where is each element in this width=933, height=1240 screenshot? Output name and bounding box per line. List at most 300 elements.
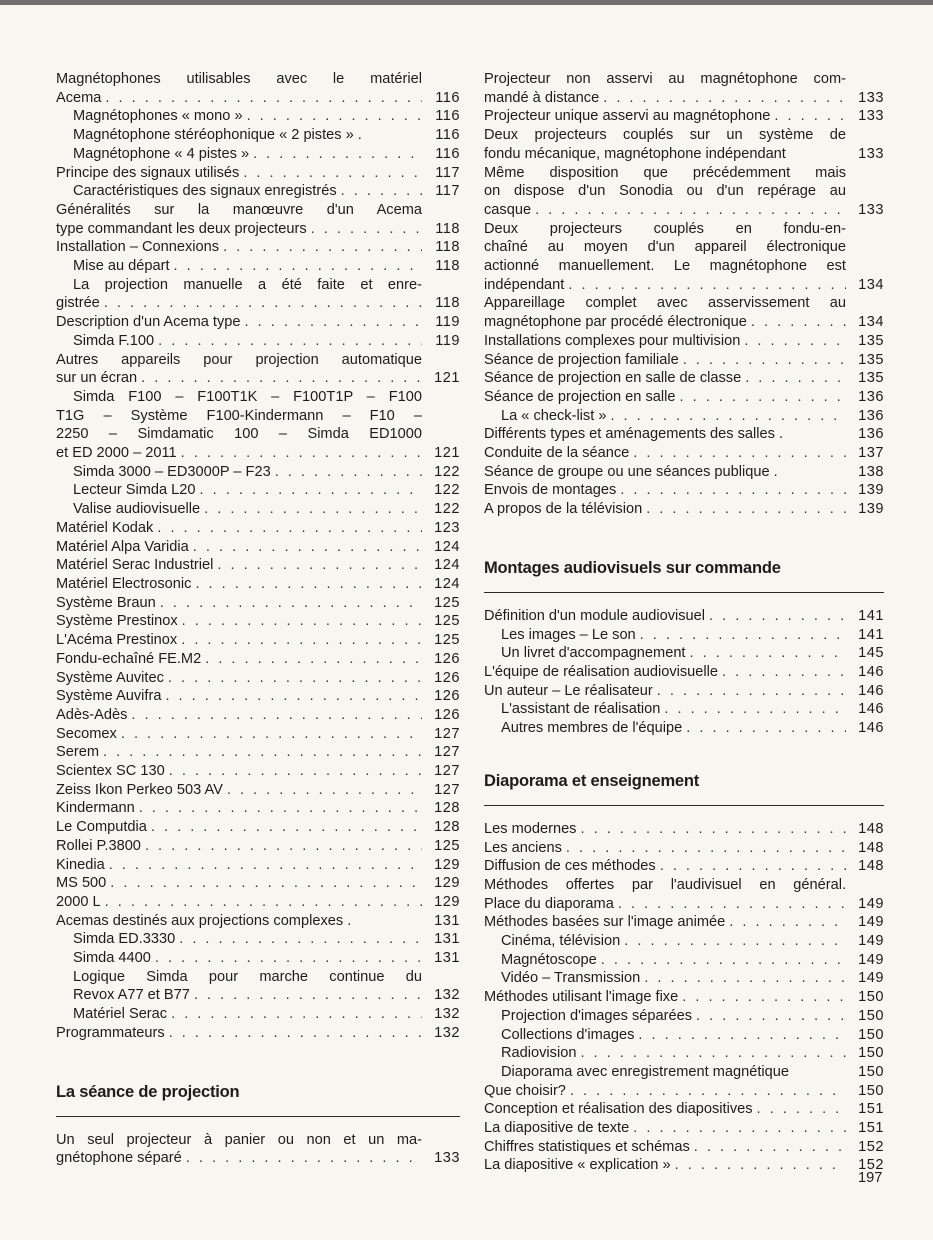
toc-entry-label: Simda F.100 (73, 332, 155, 349)
toc-page-number: 131 (434, 931, 460, 948)
leader-dots (171, 1005, 422, 1024)
toc-entry (56, 463, 460, 482)
toc-entry-label: L'Acéma Prestinox (56, 632, 178, 649)
toc-page-number: 125 (434, 837, 460, 854)
toc-entry-label: Matériel Kodak (56, 519, 154, 536)
toc-entry-label: Système Braun (56, 594, 156, 611)
toc-entry-line: Autres appareils pour projection automatique (56, 351, 422, 368)
toc-entry (484, 294, 884, 331)
toc-entry-label: Séance de projection en salle de classe (484, 370, 742, 387)
toc-entry-label: Matériel Serac Industriel (56, 557, 214, 574)
toc-entry-label: Les modernes (484, 820, 577, 837)
toc-entry (484, 1100, 884, 1119)
leader-dots (610, 407, 846, 426)
leader-dots (664, 700, 846, 719)
toc-entry (56, 332, 460, 351)
toc-page-number: 118 (435, 220, 460, 237)
leader-dots (217, 556, 422, 575)
toc-entry-label: La diapositive « explication » (484, 1157, 671, 1174)
leader-dots (103, 743, 422, 762)
leader-dots (568, 276, 846, 295)
toc-entry (56, 556, 460, 575)
leader-dots (186, 1149, 422, 1168)
toc-entry-label: Projecteur unique asservi au magnétophone (484, 108, 771, 125)
toc-page-number: 122 (434, 482, 460, 499)
toc-entry (484, 1044, 884, 1063)
toc-page-number: 129 (434, 875, 460, 892)
toc-page-number: 124 (434, 538, 460, 555)
toc-entry (56, 612, 460, 631)
leader-dots (722, 663, 846, 682)
toc-page-number: 123 (434, 519, 460, 536)
toc-entry (56, 650, 460, 669)
section-title-seance: La séance de projection (56, 1082, 240, 1101)
leader-dots (757, 1100, 846, 1119)
section-title-diaporama: Diaporama et enseignement (484, 771, 700, 790)
toc-page-number: 136 (858, 388, 884, 405)
toc-page-number: 125 (434, 594, 460, 611)
toc-page-number: 139 (858, 482, 884, 499)
leader-dots (104, 294, 422, 313)
toc-entry (56, 930, 460, 949)
toc-entry-label: Système Auvifra (56, 688, 162, 705)
toc-page-number: 149 (858, 970, 884, 987)
toc-page-number: 149 (858, 951, 884, 968)
leader-dots (311, 220, 422, 239)
toc-entry-label: Matériel Electrosonic (56, 575, 192, 592)
toc-page-number: 149 (858, 895, 884, 912)
toc-entry-line: Deux projecteurs couplés sur un système de (484, 127, 846, 144)
leader-dots (618, 895, 846, 914)
toc-entry (56, 145, 460, 164)
toc-page-number: 150 (858, 1007, 884, 1024)
toc-page-number: 145 (858, 645, 884, 662)
toc-page-number: 141 (858, 607, 884, 624)
toc-entry (56, 1005, 460, 1024)
toc-entry (56, 575, 460, 594)
toc-entry (56, 781, 460, 800)
leader-dots (247, 107, 422, 126)
leader-dots (165, 687, 422, 706)
leader-dots (182, 612, 422, 631)
leader-dots (644, 969, 846, 988)
toc-entry (484, 932, 884, 951)
leader-dots (193, 538, 422, 557)
leader-dots (204, 500, 422, 519)
toc-entry (56, 313, 460, 332)
toc-entry-line: Appareillage complet avec asservissement au (484, 295, 846, 312)
leader-dots (131, 706, 422, 725)
toc-entry (56, 818, 460, 837)
leader-dots (682, 988, 846, 1007)
toc-entry (484, 1138, 884, 1157)
toc-page-number: 126 (434, 650, 460, 667)
leader-dots (696, 1007, 846, 1026)
toc-entry-label: Acema (56, 89, 102, 106)
toc-page-number: 133 (858, 108, 884, 125)
toc-entry-label: Description d'un Acema type (56, 314, 241, 331)
toc-entry (56, 799, 460, 818)
leader-dots (105, 89, 422, 108)
leader-dots (194, 986, 422, 1005)
toc-entry (484, 70, 884, 107)
leader-dots (253, 145, 422, 164)
toc-entry-line: Simda F100 – F100T1K – F100T1P – F100 (73, 388, 422, 405)
toc-page-number: 133 (434, 1150, 460, 1167)
toc-entry-label: Lecteur Simda L20 (73, 482, 196, 499)
toc-entry-label: Les images – Le son (501, 626, 636, 643)
toc-entry (56, 70, 460, 107)
toc-entry-label: Radiovision (501, 1045, 577, 1062)
toc-entry (56, 1024, 460, 1043)
toc-page-number: 146 (858, 682, 884, 699)
leader-dots (179, 930, 422, 949)
toc-entry (484, 1119, 884, 1138)
leader-dots (633, 444, 846, 463)
toc-entry-label: gnétophone séparé (56, 1150, 182, 1167)
toc-entry-line: Logique Simda pour marche continue du (73, 968, 422, 985)
toc-entry-label: Matériel Alpa Varidia (56, 538, 189, 555)
toc-page-number: 132 (434, 1006, 460, 1023)
toc-entry-label: Simda 4400 (73, 950, 151, 967)
toc-entry-label: Définition d'un module audiovisuel (484, 607, 706, 624)
toc-entry (484, 876, 884, 913)
toc-entry (484, 164, 884, 220)
toc-page-number: 150 (858, 1063, 884, 1080)
toc-entry-line: on dispose d'un Sonodia ou d'un repérage au (484, 183, 846, 200)
leader-dots (151, 818, 422, 837)
toc-entry (56, 126, 460, 145)
toc-entry (484, 444, 884, 463)
toc-entry-label: Les anciens (484, 839, 562, 856)
toc-entry-label: Conception et réalisation des diapositives (484, 1101, 753, 1118)
toc-page-number: 150 (858, 1082, 884, 1099)
toc-entry-label: Revox A77 et B77 (73, 987, 190, 1004)
leader-dots (223, 238, 422, 257)
leader-dots (690, 644, 847, 663)
toc-page-number: 146 (858, 663, 884, 680)
toc-entry (484, 1007, 884, 1026)
section-rule (56, 1116, 460, 1117)
toc-entry-label: L'équipe de réalisation audiovisuelle (484, 663, 719, 680)
toc-entry (56, 968, 460, 1005)
leader-dots (200, 481, 422, 500)
toc-entry-label: Un auteur – Le réalisateur (484, 682, 653, 699)
toc-entry (484, 951, 884, 970)
toc-entry (56, 182, 460, 201)
toc-entry (56, 725, 460, 744)
toc-entry-label: Rollei P.3800 (56, 837, 141, 854)
leader-dots (174, 257, 422, 276)
leader-dots (679, 388, 846, 407)
toc-entry-label: fondu mécanique, magnétophone indépendant (484, 145, 786, 162)
toc-entry-label: Projection d'images séparées (501, 1007, 692, 1024)
toc-entry-label: Serem (56, 744, 99, 761)
toc-entry (484, 700, 884, 719)
toc-entry (56, 594, 460, 613)
toc-page-number: 127 (434, 744, 460, 761)
section-rule (484, 592, 884, 593)
toc-entry-label: Conduite de la séance (484, 445, 630, 462)
toc-left-entries (56, 70, 460, 1043)
toc-entry (56, 949, 460, 968)
toc-entry-label: Simda ED.3330 (73, 931, 176, 948)
toc-page-number: 132 (434, 1024, 460, 1041)
toc-entry-label: Mise au départ (73, 258, 170, 275)
toc-entry-label: Collections d'images (501, 1026, 635, 1043)
leader-dots (646, 500, 846, 519)
toc-entry-label: Zeiss Ikon Perkeo 503 AV (56, 781, 223, 798)
toc-entry (56, 538, 460, 557)
toc-page-number: 137 (858, 445, 884, 462)
toc-page-number: 125 (434, 613, 460, 630)
toc-entry-label: Principe des signaux utilisés (56, 164, 240, 181)
toc-entry-label: Installation – Connexions (56, 239, 220, 256)
toc-entry-label: Acemas destinés aux projections complexes . (56, 912, 352, 929)
page-top-edge (0, 0, 933, 5)
toc-entry (484, 1026, 884, 1045)
toc-entry (484, 126, 884, 163)
leader-dots (686, 719, 846, 738)
toc-entry-label: Kindermann (56, 800, 135, 817)
toc-page-number: 116 (435, 89, 460, 106)
toc-page-number: 131 (434, 950, 460, 967)
toc-entry (56, 500, 460, 519)
toc-page-number: 126 (434, 669, 460, 686)
toc-page-number: 119 (435, 314, 460, 331)
leader-dots (227, 781, 422, 800)
toc-entry (484, 988, 884, 1007)
toc-page-number: 127 (434, 725, 460, 742)
leader-dots (121, 725, 422, 744)
leader-dots (158, 332, 422, 351)
toc-entry-line: actionné manuellement. Le magnétophone est (484, 258, 846, 275)
toc-page-number: 139 (858, 501, 884, 518)
leader-dots (205, 650, 422, 669)
leader-dots (109, 856, 422, 875)
toc-page-number: 133 (858, 145, 884, 162)
toc-page-number: 122 (434, 501, 460, 518)
leader-dots (181, 444, 422, 463)
toc-page-number: 129 (434, 893, 460, 910)
toc-entry-label: Vidéo – Transmission (501, 970, 641, 987)
toc-entry-label: Magnétophones « mono » (73, 108, 243, 125)
toc-entry (484, 1082, 884, 1101)
toc-entry-label: Fondu-echaîné FE.M2 (56, 650, 202, 667)
toc-page-number: 124 (434, 575, 460, 592)
toc-entry-label: Scientex SC 130 (56, 763, 165, 780)
toc-entry (484, 607, 884, 626)
toc-entry-line: 2250 – Simdamatic 100 – Simda ED1000 (56, 426, 422, 443)
toc-entry-label: La « check-list » (501, 407, 607, 424)
toc-page-number: 119 (435, 332, 460, 349)
toc-entry (484, 663, 884, 682)
toc-page-number: 134 (858, 314, 884, 331)
toc-page-number: 150 (858, 1026, 884, 1043)
toc-page-number: 146 (858, 701, 884, 718)
leader-dots (169, 1024, 422, 1043)
toc-page-number: 135 (858, 351, 884, 368)
toc-page-number: 149 (858, 914, 884, 931)
page-number: 197 (858, 1170, 883, 1186)
toc-entry-line: chaîné au moyen d'un appareil électronique (484, 239, 846, 256)
toc-entry (484, 425, 884, 444)
leader-dots (745, 369, 846, 388)
toc-entry (56, 238, 460, 257)
toc-page-number: 148 (858, 820, 884, 837)
leader-dots (580, 1044, 846, 1063)
toc-entry (56, 351, 460, 388)
leader-dots (709, 607, 846, 626)
toc-entry (484, 682, 884, 701)
toc-entry (484, 839, 884, 858)
toc-entry-label: indépendant (484, 276, 565, 293)
toc-entry (484, 220, 884, 295)
toc-page-number: 134 (858, 276, 884, 293)
toc-entry (484, 481, 884, 500)
toc-entry-label: La diapositive de texte (484, 1120, 630, 1137)
toc-page-number: 152 (858, 1138, 884, 1155)
leader-dots (110, 874, 422, 893)
toc-entry (56, 631, 460, 650)
toc-page-number: 124 (434, 557, 460, 574)
toc-entry (56, 164, 460, 183)
toc-entry-label: Méthodes basées sur l'image animée (484, 914, 726, 931)
toc-page-number: 151 (858, 1120, 884, 1137)
leader-dots (580, 820, 846, 839)
toc-entry (56, 257, 460, 276)
toc-page-number: 136 (858, 407, 884, 424)
toc-entry-label: Que choisir? (484, 1082, 566, 1099)
toc-page-number: 127 (434, 781, 460, 798)
leader-dots (570, 1082, 846, 1101)
leader-dots (105, 893, 422, 912)
toc-page-number: 135 (858, 332, 884, 349)
toc-column-right (484, 70, 884, 1175)
toc-entry-label: Diaporama avec enregistrement magnétique (501, 1063, 789, 1080)
leader-dots (181, 631, 422, 650)
toc-entry-line: Projecteur non asservi au magnétophone com- (484, 71, 846, 87)
toc-page-number: 117 (435, 183, 460, 200)
toc-entry (484, 332, 884, 351)
leader-dots (694, 1138, 846, 1157)
toc-entry-line: Méthodes offertes par l'audivisuel en général. (484, 876, 846, 893)
toc-page-number: 152 (858, 1157, 884, 1174)
toc-entry-label: Séance de groupe ou une séances publique . (484, 463, 778, 480)
toc-entry-line: Un seul projecteur à panier ou non et un ma- (56, 1131, 422, 1148)
leader-dots (744, 332, 846, 351)
leader-dots (168, 669, 422, 688)
toc-entry-label: L'assistant de réalisation (501, 701, 661, 718)
leader-dots (341, 182, 422, 201)
toc-entry (484, 820, 884, 839)
toc-entry-label: type commandant les deux projecteurs (56, 220, 307, 237)
leader-dots (633, 1119, 846, 1138)
toc-entry-line: Deux projecteurs couplés en fondu-en- (484, 220, 846, 237)
leader-dots (603, 89, 846, 108)
leader-dots (751, 313, 846, 332)
toc-entry (484, 388, 884, 407)
toc-page-number: 121 (434, 370, 460, 387)
toc-page-number: 116 (435, 145, 460, 162)
toc-entry (56, 893, 460, 912)
toc-page-number: 135 (858, 370, 884, 387)
toc-page-number: 118 (435, 258, 460, 275)
toc-entry-label: Valise audiovisuelle (73, 501, 201, 518)
toc-entry-line: La projection manuelle a été faite et enre- (73, 276, 422, 293)
toc-entry-label: mandé à distance (484, 89, 600, 106)
toc-entry (484, 369, 884, 388)
toc-entry (56, 706, 460, 725)
toc-entry (484, 1156, 884, 1175)
toc-page-number: 133 (858, 201, 884, 218)
toc-right-section3-entries (484, 820, 884, 1175)
leader-dots (535, 201, 846, 220)
toc-entry (484, 407, 884, 426)
toc-entry (56, 481, 460, 500)
toc-entry-label: Kinedia (56, 856, 105, 873)
toc-entry (56, 519, 460, 538)
toc-entry-label: Adès-Adès (56, 706, 128, 723)
leader-dots (624, 932, 846, 951)
section-title-montages: Montages audiovisuels sur commande (484, 558, 781, 577)
toc-entry-label: Chiffres statistiques et schémas (484, 1138, 690, 1155)
toc-entry-label: Simda 3000 – ED3000P – F23 (73, 463, 271, 480)
toc-entry (56, 201, 460, 238)
toc-entry-label: Autres membres de l'équipe (501, 720, 683, 737)
leader-dots (275, 463, 422, 482)
toc-page-number: 148 (858, 858, 884, 875)
toc-entry-label: Installations complexes pour multivision (484, 332, 741, 349)
toc-entry (56, 276, 460, 313)
toc-entry (484, 463, 884, 482)
toc-page-number: 128 (434, 819, 460, 836)
toc-entry-line: Généralités sur la manœuvre d'un Acema (56, 201, 422, 218)
leader-dots (243, 164, 422, 183)
toc-entry-label: Caractéristiques des signaux enregistrés (73, 183, 337, 200)
toc-page-number: 131 (434, 912, 460, 929)
toc-page-number: 148 (858, 839, 884, 856)
toc-page-number: 118 (435, 295, 460, 312)
toc-entry-line: T1G – Système F100-Kindermann – F10 – (56, 407, 422, 424)
leader-dots (675, 1156, 846, 1175)
toc-page-number: 122 (434, 463, 460, 480)
toc-page-number: 116 (435, 108, 460, 125)
toc-entry-label: Programmateurs (56, 1024, 165, 1041)
toc-left-section-entries (56, 1131, 460, 1168)
toc-page-number: 126 (434, 706, 460, 723)
toc-entry-label: Différents types et aménagements des salles . (484, 426, 784, 443)
toc-entry-label: Un livret d'accompagnement (501, 645, 686, 662)
toc-page-number: 126 (434, 688, 460, 705)
toc-page-number: 121 (434, 445, 460, 462)
toc-entry (56, 762, 460, 781)
toc-entry-label: Séance de projection en salle (484, 388, 676, 405)
leader-dots (660, 857, 846, 876)
toc-entry (56, 388, 460, 463)
toc-entry-label: magnétophone par procédé électronique (484, 314, 747, 331)
toc-page-number: 117 (435, 164, 460, 181)
toc-page-number: 132 (434, 987, 460, 1004)
leader-dots (160, 594, 422, 613)
toc-entry-label: Séance de projection familiale (484, 351, 679, 368)
toc-entry (484, 969, 884, 988)
toc-entry-label: MS 500 (56, 875, 107, 892)
leader-dots (139, 799, 422, 818)
leader-dots (683, 351, 846, 370)
toc-entry (56, 1131, 460, 1168)
toc-page-number: 141 (858, 626, 884, 643)
